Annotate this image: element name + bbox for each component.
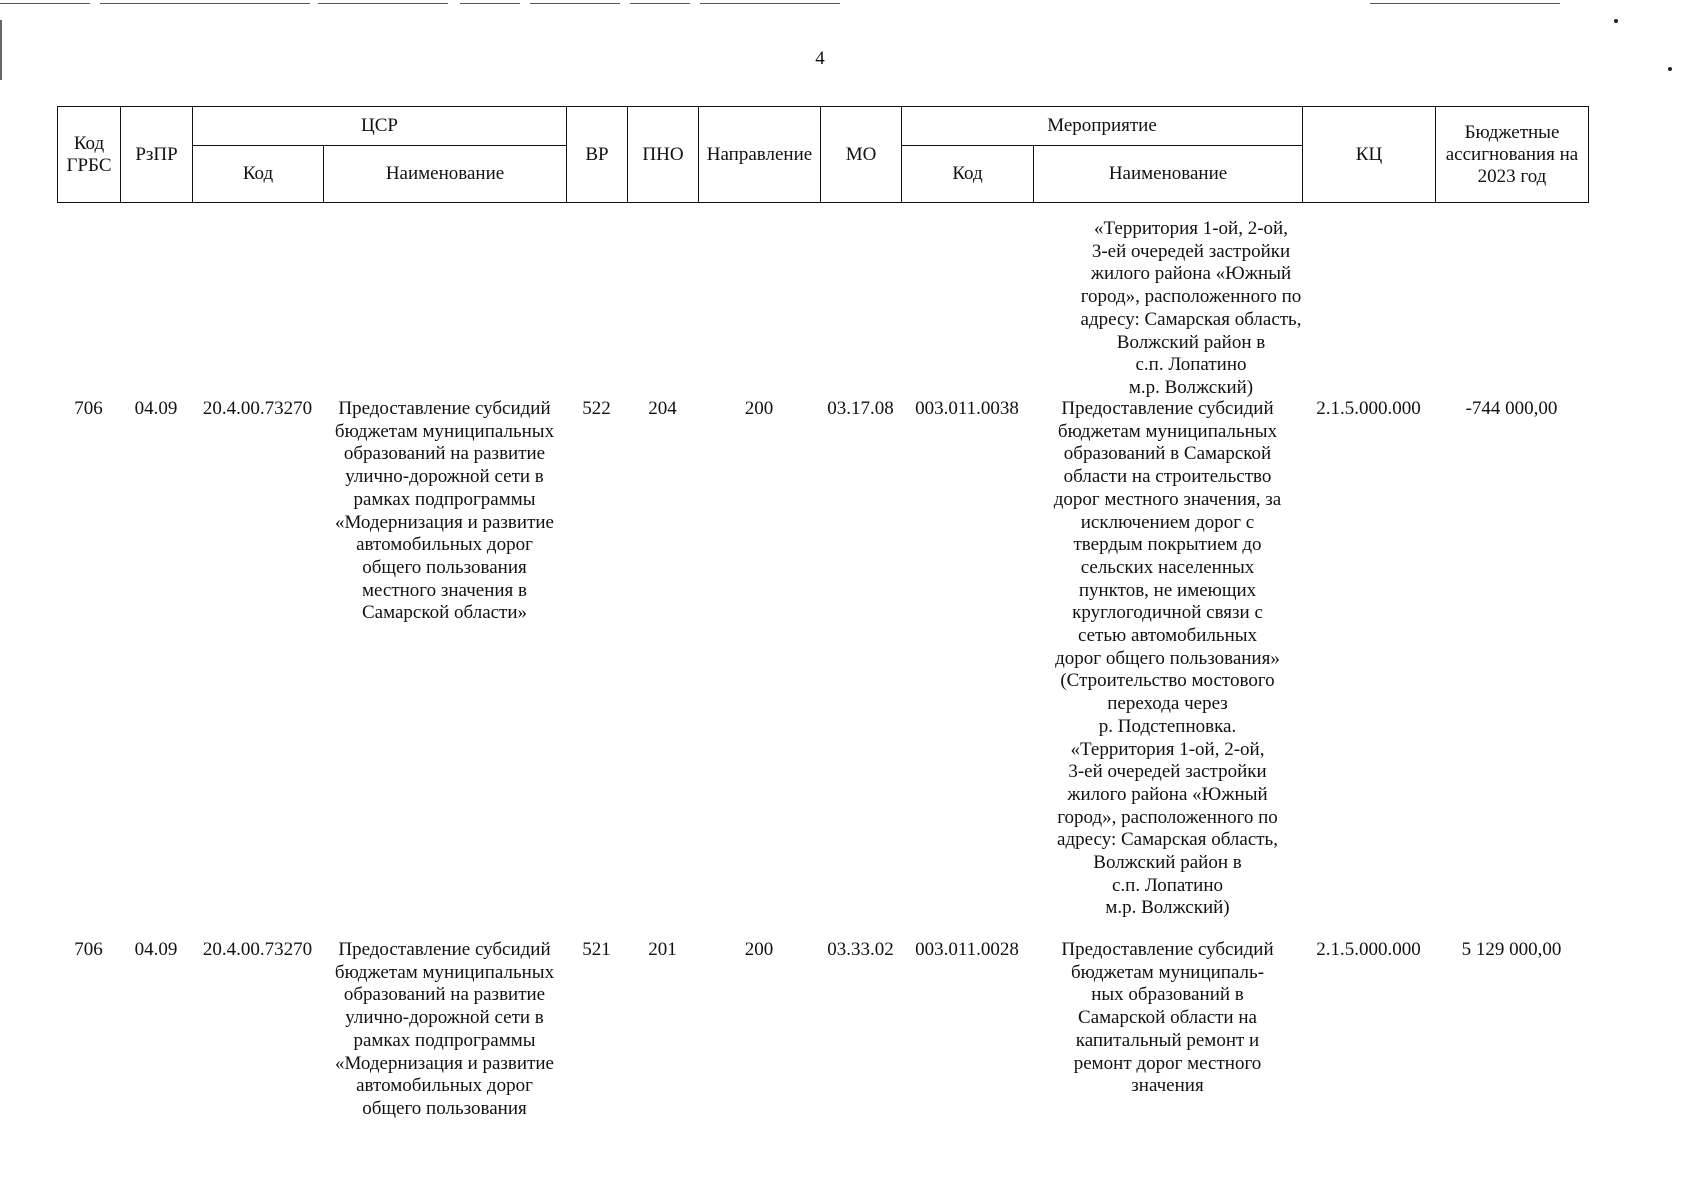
- header-kc: КЦ: [1303, 107, 1436, 203]
- header-kod-grbs: Код ГРБС: [58, 107, 121, 203]
- text-line: 3-ей очередей застройки: [1091, 240, 1291, 262]
- table-row: [57, 398, 1588, 939]
- text-line: «Модернизация и развитие: [335, 511, 554, 533]
- text-line: перехода через: [1107, 693, 1228, 715]
- header-mer-name: Наименование: [1034, 146, 1303, 203]
- text-line: дорог общего пользования»: [1055, 647, 1280, 669]
- cell-csr-code: 20.4.00.73270: [202, 939, 313, 960]
- text-line: значения: [1131, 1075, 1204, 1097]
- text-line: Самарской области»: [361, 602, 528, 624]
- header-mer-kod: Код: [902, 146, 1034, 203]
- header-napravlenie: Направление: [699, 107, 821, 203]
- cell-mer-code: 003.011.0038: [915, 398, 1019, 419]
- header-pno: ПНО: [628, 107, 699, 203]
- cell-vr: 521: [582, 939, 611, 960]
- text-line: пунктов, не имеющих: [1078, 579, 1257, 601]
- continuation-row: [57, 218, 1588, 398]
- cell-pno: 201: [648, 939, 677, 960]
- text-line: Предоставление субсидий: [1061, 398, 1274, 419]
- text-line: улично-дорожной сети в: [345, 466, 544, 488]
- text-line: ных образований в: [1091, 984, 1244, 1006]
- text-line: образований в Самарской: [1063, 443, 1272, 465]
- text-line: адресу: Самарская область,: [1057, 829, 1278, 851]
- header-meropriyatie: Мероприятие: [902, 107, 1303, 146]
- cell-pno: 204: [648, 398, 677, 419]
- scan-speck: [1614, 19, 1618, 23]
- text-line: бюджетам муниципальных: [334, 420, 555, 442]
- text-line: дорог местного значения, за: [1053, 488, 1282, 510]
- text-line: (Строительство мостового: [1060, 670, 1275, 692]
- text-line: сельских населенных: [1080, 556, 1255, 578]
- cell-napravlenie: 200: [744, 398, 774, 419]
- header-vr: ВР: [567, 107, 628, 203]
- page-number: 4: [815, 48, 825, 69]
- text-line: бюджетам муниципальных: [334, 961, 555, 983]
- header-csr: ЦСР: [193, 107, 567, 146]
- header-rzpr: РзПР: [121, 107, 193, 203]
- text-line: с.п. Лопатино: [1111, 874, 1223, 896]
- text-line: бюджетам муниципаль-: [1070, 961, 1265, 983]
- cell-mo: 03.33.02: [827, 939, 894, 960]
- continuation-text: [1049, 218, 1333, 400]
- text-line: образований на развитие: [343, 443, 546, 465]
- text-line: образований на развитие: [343, 984, 546, 1006]
- text-line: м.р. Волжский): [1128, 376, 1254, 398]
- text-line: местного значения в: [361, 579, 528, 601]
- text-line: жилого района «Южный: [1067, 783, 1268, 805]
- cell-kc: 2.1.5.000.000: [1316, 939, 1421, 960]
- text-line: общего пользования: [362, 556, 527, 578]
- table-row: [57, 939, 1588, 1129]
- table-body: [57, 218, 1588, 1129]
- text-line: Волжский район в: [1116, 331, 1266, 353]
- cell-mo: 03.17.08: [827, 398, 894, 419]
- text-line: общего пользования: [362, 1097, 527, 1119]
- text-line: автомобильных дорог: [356, 1075, 533, 1097]
- cell-mer-code: 003.011.0028: [915, 939, 1019, 960]
- header-csr-kod: Код: [193, 146, 324, 203]
- text-line: рамках подпрограммы: [353, 488, 536, 510]
- text-line: Предоставление субсидий: [1061, 939, 1274, 960]
- text-line: 3-ей очередей застройки: [1068, 761, 1267, 783]
- table-header: [57, 106, 1589, 203]
- text-line: твердым покрытием до: [1073, 534, 1262, 556]
- text-line: исключением дорог с: [1080, 511, 1255, 533]
- text-line: Волжский район в: [1093, 852, 1242, 874]
- cell-rzpr: 04.09: [134, 939, 178, 960]
- cell-grbs: 706: [74, 939, 103, 960]
- text-line: «Территория 1-ой, 2-ой,: [1070, 738, 1265, 760]
- text-line: Самарской области на: [1078, 1007, 1257, 1029]
- text-line: капитальный ремонт и: [1075, 1029, 1260, 1051]
- cell-csr-name: [323, 939, 566, 1121]
- header-budget: Бюджетные ассигнования на 2023 год: [1436, 107, 1589, 203]
- text-line: бюджетам муниципальных: [1057, 420, 1278, 442]
- text-line: с.п. Лопатино: [1135, 354, 1247, 376]
- cell-vr: 522: [582, 398, 611, 419]
- text-line: улично-дорожной сети в: [345, 1007, 544, 1029]
- text-line: области на строительство: [1063, 466, 1272, 488]
- cell-kc: 2.1.5.000.000: [1316, 398, 1421, 419]
- text-line: круглогодичной связи с: [1072, 602, 1263, 624]
- text-line: Предоставление субсидий: [338, 939, 551, 960]
- text-line: жилого района «Южный: [1090, 263, 1292, 285]
- cell-amount: 5 129 000,00: [1461, 939, 1562, 960]
- cell-csr-name: [323, 398, 566, 625]
- text-line: город», расположенного по: [1080, 286, 1302, 308]
- text-line: город», расположенного по: [1057, 806, 1278, 828]
- text-line: «Территория 1-ой, 2-ой,: [1094, 218, 1288, 239]
- text-line: ремонт дорог местного: [1073, 1052, 1262, 1074]
- text-line: р. Подстепновка.: [1098, 715, 1237, 737]
- cell-mer-name: [1033, 398, 1302, 920]
- text-line: адресу: Самарская область,: [1080, 308, 1302, 330]
- cell-napravlenie: 200: [744, 939, 774, 960]
- cell-mer-name: [1033, 939, 1302, 1098]
- text-line: «Модернизация и развитие: [335, 1052, 554, 1074]
- scan-edge-left: [0, 20, 2, 80]
- text-line: автомобильных дорог: [356, 534, 533, 556]
- text-line: Предоставление субсидий: [338, 398, 551, 419]
- scan-edge-top: [0, 0, 1699, 10]
- cell-amount: -744 000,00: [1465, 398, 1558, 419]
- text-line: м.р. Волжский): [1105, 897, 1230, 919]
- text-line: сетью автомобильных: [1077, 625, 1258, 647]
- cell-rzpr: 04.09: [134, 398, 178, 419]
- header-csr-name: Наименование: [324, 146, 567, 203]
- header-mo: МО: [821, 107, 902, 203]
- scan-speck: [1668, 67, 1672, 71]
- cell-csr-code: 20.4.00.73270: [202, 398, 313, 419]
- text-line: рамках подпрограммы: [353, 1029, 536, 1051]
- cell-grbs: 706: [74, 398, 103, 419]
